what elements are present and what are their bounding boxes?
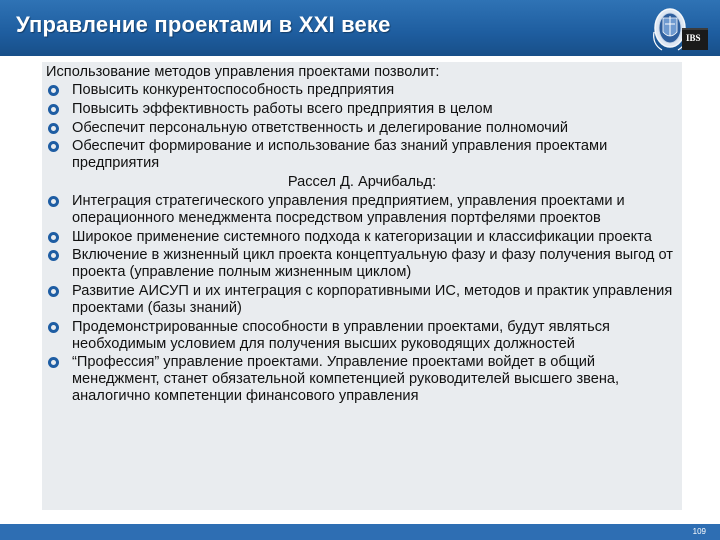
list-item: Включение в жизненный цикл проекта концептуальную фазу и фазу получения выгод от проекта (управление полным жизненным циклом) (46, 247, 678, 281)
hollow-circle-bullet-icon (48, 196, 60, 208)
slide-header (0, 0, 720, 56)
logo-text: IBS (686, 33, 701, 43)
list-item: Обеспечит формирование и использование баз знаний управления проектами предприятия (46, 138, 678, 172)
list-item: Развитие АИСУП и их интеграция с корпоративными ИС, методов и практик управления проектами (базы знаний) (46, 283, 678, 317)
trends-list (46, 193, 678, 405)
author-line: Рассел Д. Арчибальд: (287, 174, 437, 190)
university-crest-logo-icon (648, 2, 712, 64)
intro-text: Использование методов управления проектами позволит: (46, 64, 440, 80)
list-item: Широкое применение системного подхода к категоризации и классификации проекта (46, 229, 678, 246)
slide-body (46, 64, 678, 407)
slide-title: Управление проектами в XXI веке (16, 12, 391, 37)
hollow-circle-bullet-icon (48, 232, 60, 244)
list-item: Интеграция стратегического управления предприятием, управления проектами и операционного менеджмента посредством управления портфелями проектов (46, 193, 678, 227)
list-item: Продемонстрированные способности в управлении проектами, будут являться необходимым условием для получения высших руководящих должностей (46, 319, 678, 353)
hollow-circle-bullet-icon (48, 141, 60, 153)
hollow-circle-bullet-icon (48, 286, 60, 298)
list-item: Повысить конкурентоспособность предприятия (46, 82, 678, 99)
hollow-circle-bullet-icon (48, 357, 60, 369)
hollow-circle-bullet-icon (48, 322, 60, 334)
list-item: Обеспечит персональную ответственность и делегирование полномочий (46, 120, 678, 137)
hollow-circle-bullet-icon (48, 250, 60, 262)
hollow-circle-bullet-icon (48, 123, 60, 135)
list-item: Повысить эффективность работы всего предприятия в целом (46, 101, 678, 118)
hollow-circle-bullet-icon (48, 85, 60, 97)
list-item: “Профессия” управление проектами. Управление проектами войдет в общий менеджмент, станет обязательной компетенцией руководителей высшего звена, аналогично компетенции финансового управления (46, 354, 678, 405)
slide-footer (0, 524, 720, 540)
benefits-list (46, 82, 678, 172)
hollow-circle-bullet-icon (48, 104, 60, 116)
page-number: 109 (692, 527, 706, 536)
